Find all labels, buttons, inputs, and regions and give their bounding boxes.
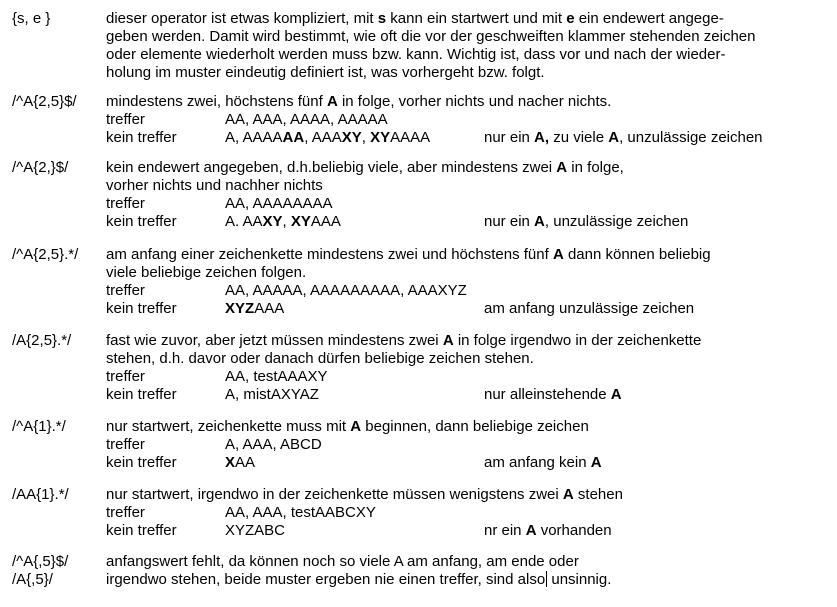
bold-text: e [566, 10, 575, 27]
miss-label: kein treffer [106, 386, 177, 403]
miss-label: kein treffer [106, 213, 177, 230]
regex-pattern: /^A{2,5}.*/ [12, 246, 79, 263]
text-run: , unzulässige zeichen [619, 129, 763, 146]
text-run: AAA [254, 300, 285, 317]
text-run: AA, AAA, testAABCXY [225, 504, 376, 521]
text-run: AAA [310, 213, 341, 230]
text-run: beginnen, dann beliebige zeichen [361, 418, 589, 435]
text-run: ein endewert angege- [574, 10, 724, 27]
hit-label: treffer [106, 195, 145, 212]
text-run: stehen, d.h. davor oder danach dürfen beliebige zeichen stehen. [106, 350, 534, 367]
operator-pattern: {s, e } [12, 10, 51, 27]
description-line [106, 159, 624, 177]
miss-note [484, 386, 622, 404]
miss-label: kein treffer [106, 129, 177, 146]
miss-examples [225, 386, 319, 404]
text-run: dann können beliebig [563, 246, 711, 263]
description-line [106, 46, 725, 64]
bold-text: X [225, 454, 236, 471]
text-run: fast wie zuvor, aber jetzt müssen mindestens zwei [106, 332, 443, 349]
text-run: A, mistAXYAZ [225, 386, 319, 403]
text-run: nur alleinstehende [484, 386, 611, 403]
hit-label: treffer [106, 504, 145, 521]
text-run: dieser operator ist etwas kompliziert, mit [106, 10, 378, 27]
bold-text: A [610, 386, 622, 403]
hit-examples [225, 282, 467, 300]
bold-text: s [377, 10, 387, 27]
regex-pattern: /A{,5}/ [12, 571, 53, 588]
text-run: vorhanden [536, 522, 612, 539]
regex-pattern: /^A{2,5}$/ [12, 93, 77, 110]
text-run: am anfang einer zeichenkette mindestens zwei und höchstens fünf [106, 246, 553, 263]
text-run: A, AAAA [225, 129, 283, 146]
miss-label: kein treffer [106, 300, 177, 317]
text-run: nur startwert, irgendwo in der zeichenkette müssen wenigstens zwei [106, 486, 563, 503]
hit-examples [225, 195, 333, 213]
text-run: zu viele [549, 129, 609, 146]
bold-text: XYZ [225, 300, 255, 317]
bold-text: A [556, 159, 568, 176]
hit-examples [225, 368, 328, 386]
text-run: vorher nichts und nachher nichts [106, 177, 323, 194]
bold-text: A [525, 522, 537, 539]
miss-examples [225, 213, 341, 231]
bold-text: A [534, 213, 545, 230]
text-run: holung im muster eindeutig definiert ist, was vorhergeht bzw. folgt. [106, 64, 545, 81]
text-run: AA, AAAAAAAA [225, 195, 333, 212]
miss-note [484, 213, 688, 231]
hit-label: treffer [106, 368, 145, 385]
text-run: A, AAA, ABCD [225, 436, 322, 453]
regex-pattern: /^A{,5}$/ [12, 553, 69, 570]
bold-text: AA [282, 129, 305, 146]
regex-pattern: /^A{1}.*/ [12, 418, 66, 435]
miss-note [484, 300, 694, 318]
hit-examples [225, 436, 322, 454]
description-line [106, 93, 611, 111]
hit-label: treffer [106, 436, 145, 453]
text-run: , AAA [304, 129, 342, 146]
text-run: XYZABC [225, 522, 286, 539]
text-run: AA, testAAAXY [225, 368, 328, 385]
miss-note [484, 454, 602, 472]
text-run: A. AA [225, 213, 263, 230]
bold-text: A [326, 93, 338, 110]
text-run: in folge irgendwo in der zeichenkette [453, 332, 702, 349]
description-line [106, 571, 611, 589]
bold-text: A [590, 454, 602, 471]
hit-examples [225, 504, 376, 522]
miss-label: kein treffer [106, 454, 177, 471]
text-run: am anfang kein [484, 454, 591, 471]
text-run: nur ein [484, 129, 535, 146]
bold-text: A [442, 332, 454, 349]
bold-text: A, [534, 129, 550, 146]
text-run: stehen [573, 486, 623, 503]
text-run: viele beliebige zeichen folgen. [106, 264, 307, 281]
hit-label: treffer [106, 111, 145, 128]
text-run: nur ein [484, 213, 535, 230]
text-run: AA, AAAAA, AAAAAAAAA, AAAXYZ [225, 282, 467, 299]
bold-text: A [350, 418, 362, 435]
bold-text: XY [290, 213, 311, 230]
text-run: nur startwert, zeichenkette muss mit [106, 418, 351, 435]
hit-examples [225, 111, 388, 129]
text-run: irgendwo stehen, beide muster ergeben nie einen treffer, sind also [106, 571, 546, 588]
text-run: mindestens zwei, höchstens fünf [106, 93, 327, 110]
text-run: unsinnig. [547, 571, 612, 588]
text-run: AA [235, 454, 256, 471]
text-run: in folge, vorher nichts und nacher nichts. [337, 93, 612, 110]
description-line [106, 10, 724, 28]
description-line [106, 264, 306, 282]
regex-pattern: /A{2,5}.*/ [12, 332, 72, 349]
miss-examples [225, 300, 284, 318]
text-run: nr ein [484, 522, 526, 539]
description-line [106, 177, 323, 195]
miss-examples [225, 129, 430, 147]
text-run: AAAA [390, 129, 431, 146]
description-line [106, 418, 589, 436]
bold-text: XY [341, 129, 362, 146]
text-run: AA, AAA, AAAA, AAAAA [225, 111, 388, 128]
text-run: oder elemente wiederholt werden muss bzw. kann. Wichtig ist, dass vor und nach der wieder- [106, 46, 726, 63]
text-run: , unzulässige zeichen [544, 213, 689, 230]
hit-label: treffer [106, 282, 145, 299]
miss-label: kein treffer [106, 522, 177, 539]
text-run: kein endewert angegeben, d.h.beliebig viele, aber mindestens zwei [106, 159, 557, 176]
text-run: kann ein startwert und mit [386, 10, 567, 27]
description-line [106, 28, 755, 46]
miss-examples [225, 522, 285, 540]
miss-examples [225, 454, 255, 472]
regex-pattern: /^A{2,}$/ [12, 159, 69, 176]
text-run: , [361, 129, 371, 146]
bold-text: A [562, 486, 574, 503]
description-line [106, 553, 579, 571]
description-line [106, 332, 701, 350]
miss-note [484, 129, 763, 147]
description-line [106, 64, 545, 82]
text-run: geben werden. Damit wird bestimmt, wie oft die vor der geschweiften klammer stehenden zeichen [106, 28, 756, 45]
description-line [106, 246, 711, 264]
description-line [106, 486, 623, 504]
text-run: am anfang unzulässige zeichen [484, 300, 695, 317]
description-line [106, 350, 534, 368]
bold-text: A [608, 129, 620, 146]
bold-text: XY [370, 129, 391, 146]
text-run: anfangswert fehlt, da können noch so viele A am anfang, am ende oder [106, 553, 579, 570]
bold-text: A [552, 246, 564, 263]
miss-note [484, 522, 612, 540]
regex-pattern: /AA{1}.*/ [12, 486, 69, 503]
text-run: , [282, 213, 291, 230]
text-run: in folge, [567, 159, 624, 176]
bold-text: XY [262, 213, 283, 230]
